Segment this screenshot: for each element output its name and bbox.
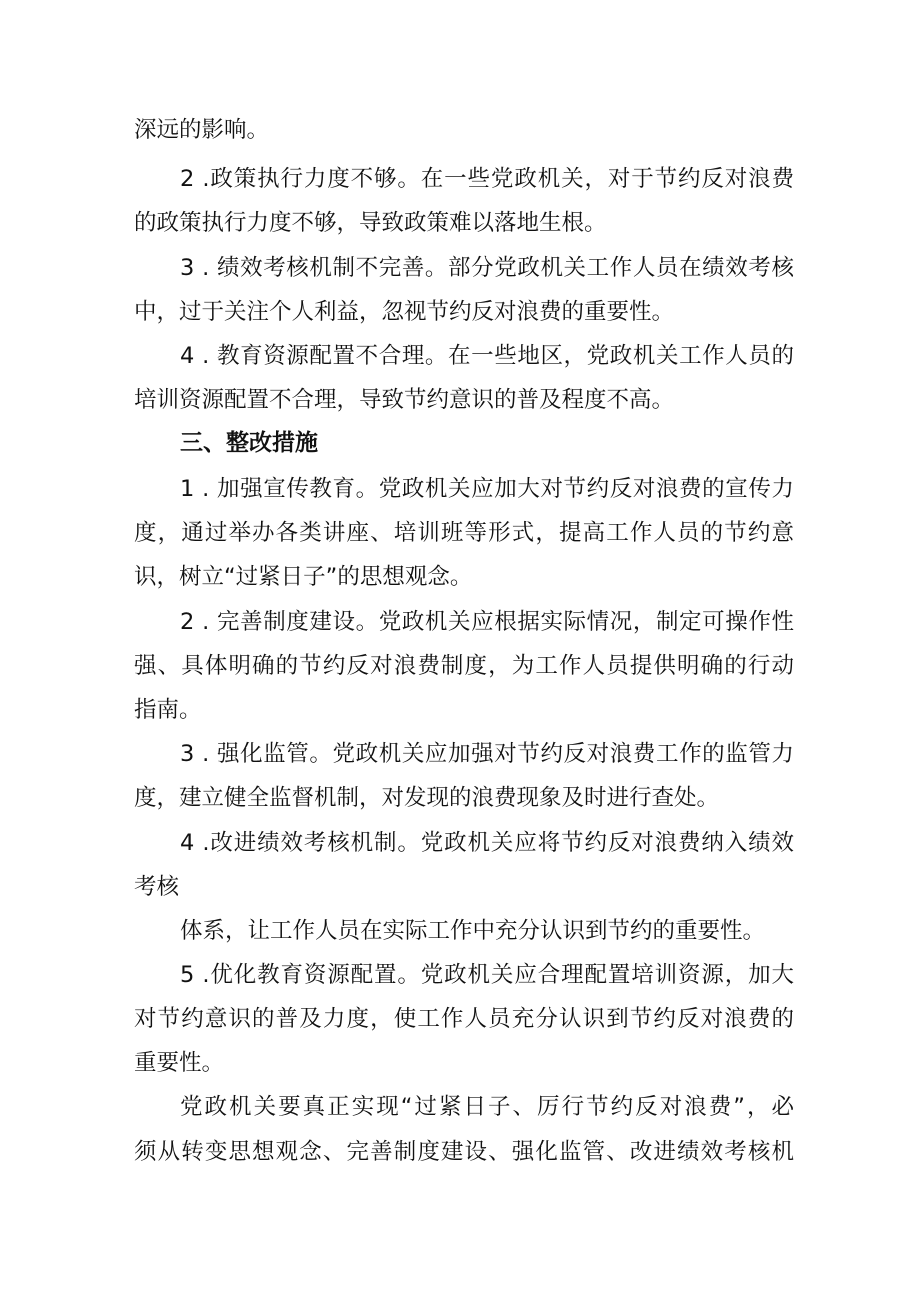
measure-1-line-2: 度，通过举办各类讲座、培训班等形式，提高工作人员的节约意	[134, 520, 794, 546]
measure-3-line-1: 3 . 强化监管。党政机关应加强对节约反对浪费工作的监管力	[180, 741, 794, 767]
section-heading: 三、整改措施	[180, 430, 318, 456]
list-item-4-line-2: 培训资源配置不合理，导致节约意识的普及程度不高。	[134, 387, 675, 413]
measure-2-line-3: 指南。	[134, 697, 202, 723]
measure-5-line-3: 重要性。	[134, 1050, 225, 1076]
measure-1-line-3: 识，树立“过紧日子”的思想观念。	[134, 564, 473, 590]
measure-5-line-1: 5 .优化教育资源配置。党政机关应合理配置培训资源，加大	[180, 962, 794, 988]
conclusion-line-2: 须从转变思想观念、完善制度建设、强化监管、改进绩效考核机	[134, 1139, 794, 1165]
measure-5-line-2: 对节约意识的普及力度，使工作人员充分认识到节约反对浪费的	[134, 1006, 794, 1032]
list-item-3-line-2: 中，过于关注个人利益，忽视节约反对浪费的重要性。	[134, 299, 675, 325]
conclusion-line-1: 党政机关要真正实现“过紧日子、厉行节约反对浪费”，必	[180, 1094, 794, 1120]
list-item-2-line-2: 的政策执行力度不够，导致政策难以落地生根。	[134, 210, 607, 236]
list-item-4-line-1: 4 . 教育资源配置不合理。在一些地区，党政机关工作人员的	[180, 343, 794, 369]
measure-2-line-1: 2 . 完善制度建设。党政机关应根据实际情况，制定可操作性	[180, 609, 794, 635]
measure-4-line-1: 4 .改进绩效考核机制。党政机关应将节约反对浪费纳入绩效	[180, 830, 794, 856]
measure-1-line-1: 1 . 加强宣传教育。党政机关应加大对节约反对浪费的宣传力	[180, 476, 794, 502]
list-item-2-line-1: 2 .政策执行力度不够。在一些党政机关，对于节约反对浪费	[180, 166, 794, 192]
measure-3-line-2: 度，建立健全监督机制，对发现的浪费现象及时进行查处。	[134, 785, 720, 811]
measure-2-line-2: 强、具体明确的节约反对浪费制度，为工作人员提供明确的行动	[134, 653, 794, 679]
measure-4-line-3: 体系，让工作人员在实际工作中充分认识到节约的重要性。	[180, 918, 766, 944]
measure-4-line-2: 考核	[134, 874, 180, 900]
list-item-3-line-1: 3 . 绩效考核机制不完善。部分党政机关工作人员在绩效考核	[180, 255, 794, 281]
paragraph-line: 深远的影响。	[134, 117, 270, 143]
